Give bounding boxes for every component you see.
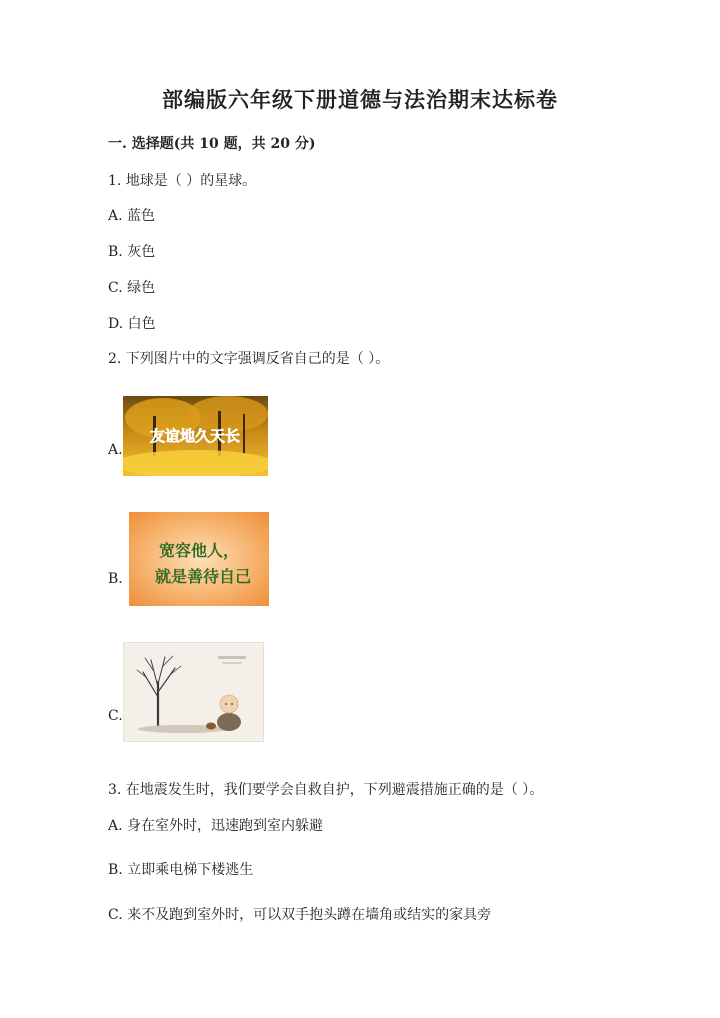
image-b-line-2: 就是善待自己 — [154, 567, 252, 586]
q1-option-d: D. 白色 — [108, 316, 156, 332]
q1-option-b: B. 灰色 — [108, 244, 156, 260]
q3-option-b: B. 立即乘电梯下楼逃生 — [108, 862, 254, 878]
section-heading: 一. 选择题(共 10 题，共 20 分) — [108, 136, 316, 152]
q2-option-b-label: B. — [108, 571, 123, 587]
question-3-stem: 3. 在地震发生时，我们要学会自救自护，下列避震措施正确的是（ ）。 — [108, 782, 544, 798]
image-a-caption: 友谊地久天长 — [149, 427, 241, 445]
q2-option-a-image — [123, 396, 268, 476]
q1-option-a: A. 蓝色 — [108, 208, 156, 224]
question-1-stem: 1. 地球是（ ）的星球。 — [108, 173, 257, 189]
question-2-stem: 2. 下列图片中的文字强调反省自己的是（ ）。 — [108, 351, 390, 367]
q2-option-c-image — [123, 642, 264, 742]
q2-option-c-label: C. — [108, 708, 123, 724]
q2-option-a-label: A. — [108, 442, 123, 458]
q3-option-a: A. 身在室外时，迅速跑到室内躲避 — [108, 818, 324, 834]
q3-option-c: C. 来不及跑到室外时，可以双手抱头蹲在墙角或结实的家具旁 — [108, 907, 492, 923]
q1-option-c: C. 绿色 — [108, 280, 156, 296]
image-b-line-1: 宽容他人， — [158, 541, 240, 560]
q2-option-b-image — [129, 512, 287, 606]
page-title: 部编版六年级下册道德与法治期末达标卷 — [162, 87, 558, 112]
